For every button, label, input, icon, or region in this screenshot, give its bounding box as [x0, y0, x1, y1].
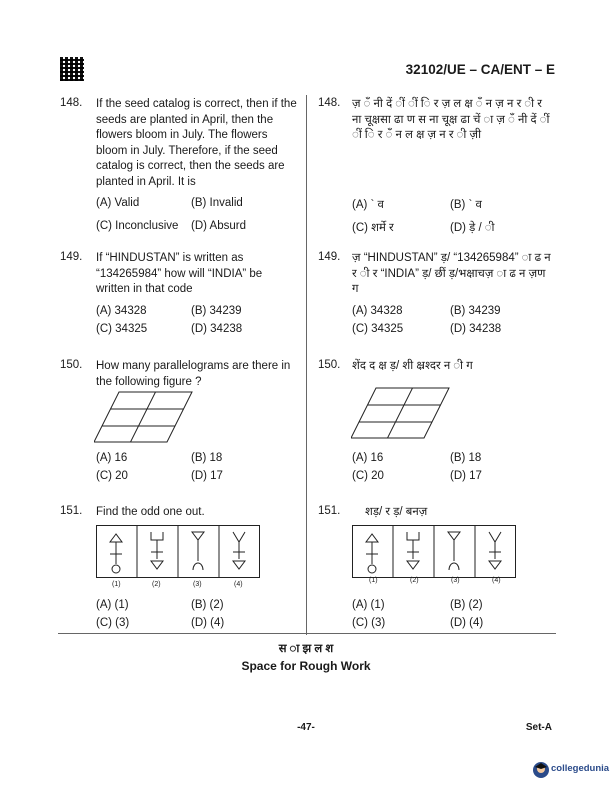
figure-symbol-4 — [489, 532, 501, 569]
q149-hi-number: 149. — [318, 251, 341, 263]
q149-option-b[interactable]: (B) 34239 — [191, 305, 242, 317]
figure-symbol-2 — [407, 532, 419, 569]
page-number: -47- — [297, 722, 315, 733]
figure-line — [388, 388, 413, 438]
q148-text: If the seed catalog is correct, then if the seeds are planted in April, then the flowers bloom in July. The flowers bloom in July. Therefore, if the seed catalog is correct, then the seeds are planted in April. It is — [96, 98, 297, 188]
q148-option-d[interactable]: (D) Absurd — [191, 220, 246, 232]
q148-hi-option-d[interactable]: (D) ड़े / ी — [450, 222, 495, 234]
collegedunia-logo-icon — [532, 761, 550, 779]
odd-one-out-figure-hi — [352, 525, 516, 579]
q150-hi-option-d[interactable]: (D) 17 — [450, 470, 482, 482]
q151-option-b[interactable]: (B) (2) — [191, 599, 224, 611]
exam-code: 32102/UE – CA/ENT – E — [405, 62, 555, 77]
q148-hi-option-a[interactable]: (A) ` व — [352, 199, 384, 211]
figure-label-hi-4: (4) — [492, 577, 501, 584]
q150-option-c[interactable]: (C) 20 — [96, 470, 128, 482]
q150-hi-number: 150. — [318, 359, 341, 371]
q148-hi-number: 148. — [318, 97, 341, 109]
q150-option-d[interactable]: (D) 17 — [191, 470, 223, 482]
q149-number: 149. — [60, 251, 83, 263]
q148-option-b[interactable]: (B) Invalid — [191, 197, 243, 209]
set-label: Set-A — [525, 722, 552, 733]
figure-label-3: (3) — [193, 581, 202, 588]
q148-hi-option-c[interactable]: (C) शर्मे र — [352, 222, 394, 234]
figure-label-4: (4) — [234, 581, 243, 588]
q149-hi-option-b[interactable]: (B) 34239 — [450, 305, 501, 317]
q148-number: 148. — [60, 97, 83, 109]
figure-label-hi-2: (2) — [410, 577, 419, 584]
q151-text: Find the odd one out. — [96, 506, 205, 518]
figure-symbol-2 — [151, 532, 163, 569]
parallelogram-figure-hi — [351, 386, 451, 441]
q151-hi-option-c[interactable]: (C) (3) — [352, 617, 386, 629]
figure-label-1: (1) — [112, 581, 121, 588]
q148-option-a[interactable]: (A) Valid — [96, 197, 140, 209]
q150-text: How many parallelograms are there in the following figure ? — [96, 360, 291, 388]
figure-symbol-1 — [366, 534, 378, 573]
q150-number: 150. — [60, 359, 83, 371]
q149-option-d[interactable]: (D) 34238 — [191, 323, 243, 335]
figure-label-hi-1: (1) — [369, 577, 378, 584]
figure-symbol-1 — [110, 534, 122, 573]
rough-work-hindi: स ा झ ल श — [278, 643, 334, 655]
figure-line — [131, 392, 156, 442]
q151-hi-option-d[interactable]: (D) (4) — [450, 617, 484, 629]
rough-work-label: Space for Rough Work — [241, 659, 371, 673]
q148-hi-option-b[interactable]: (B) ` व — [450, 199, 482, 211]
q151-hi-number: 151. — [318, 505, 341, 517]
figure-symbol-3 — [192, 532, 204, 570]
parallelogram-figure — [94, 390, 194, 445]
q148-option-c[interactable]: (C) Inconclusive — [96, 220, 179, 232]
q150-hi-option-c[interactable]: (C) 20 — [352, 470, 384, 482]
q150-option-b[interactable]: (B) 18 — [191, 452, 223, 464]
figure-symbol-3 — [448, 532, 460, 570]
q151-hi-option-b[interactable]: (B) (2) — [450, 599, 483, 611]
collegedunia-logo-text[interactable]: collegedunia — [551, 763, 610, 774]
q148-hi-text: ज़ ँ नी दें ीं ीं ि र ज़ ल क्ष ँ न ज़ न र ी र ना चूक्षसा ढा ण स ना चूक्ष ढा चें ा ज़ ँ नी दें ीं ीं ि र ँ न ल क्ष ज़ न र ी ज़ी — [352, 98, 550, 141]
q149-option-c[interactable]: (C) 34325 — [96, 323, 148, 335]
q150-option-a[interactable]: (A) 16 — [96, 452, 128, 464]
q151-option-d[interactable]: (D) (4) — [191, 617, 225, 629]
q150-hi-option-a[interactable]: (A) 16 — [352, 452, 384, 464]
q149-text: If “HINDUSTAN” is written as “134265984” how will “INDIA” be written in that code — [96, 252, 263, 295]
q151-option-a[interactable]: (A) (1) — [96, 599, 129, 611]
q149-hi-option-c[interactable]: (C) 34325 — [352, 323, 404, 335]
footer-rule — [58, 633, 556, 634]
figure-label-hi-3: (3) — [451, 577, 460, 584]
q150-hi-text: शेंद द क्ष ड़/ शी क्ष्रश्दर न ी ग — [352, 360, 473, 372]
column-divider — [306, 95, 307, 635]
q149-option-a[interactable]: (A) 34328 — [96, 305, 147, 317]
q150-hi-option-b[interactable]: (B) 18 — [450, 452, 482, 464]
q149-hi-text: ज़ “HINDUSTAN” ड़/ “134265984” ा ढ न र ी र “INDIA” ड़/ छीं ड़/भक्षाचज़ ा ढ न ज़ण ग — [352, 252, 551, 295]
q151-option-c[interactable]: (C) (3) — [96, 617, 130, 629]
figure-symbol-4 — [233, 532, 245, 569]
q149-hi-option-a[interactable]: (A) 34328 — [352, 305, 403, 317]
figure-label-2: (2) — [152, 581, 161, 588]
q151-hi-text: शड़/ र ड़/ बनज़ — [365, 506, 428, 518]
q149-hi-option-d[interactable]: (D) 34238 — [450, 323, 502, 335]
q151-number: 151. — [60, 505, 83, 517]
q151-hi-option-a[interactable]: (A) (1) — [352, 599, 385, 611]
odd-one-out-figure — [96, 525, 260, 579]
qr-code — [60, 57, 84, 81]
